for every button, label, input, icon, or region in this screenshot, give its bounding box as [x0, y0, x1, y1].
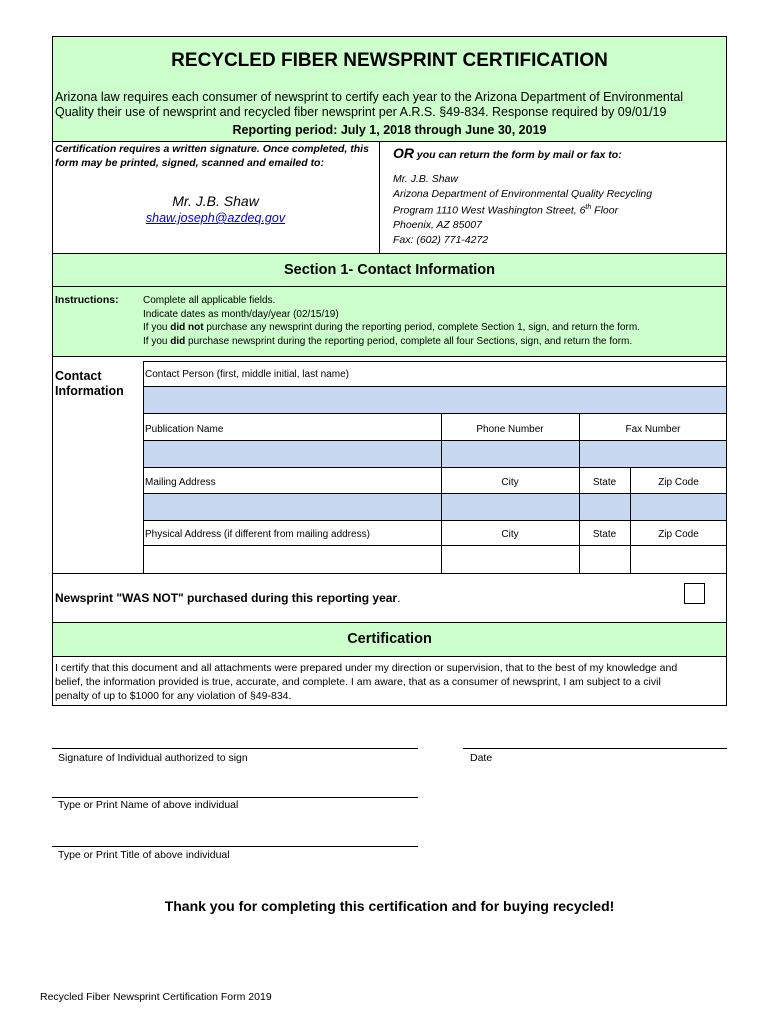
rule: [52, 286, 727, 287]
certification-line: belief, the information provided is true, accurate, and complete. I am aware, that as a consumer of newsprint, I am subject to a civil: [55, 676, 661, 688]
rule: [52, 573, 727, 574]
intro-text: [55, 90, 715, 120]
mail-line: Fax: (602) 771-4272: [393, 233, 489, 246]
phone-number-label: Phone Number: [476, 424, 544, 435]
instruction-line: [143, 335, 723, 349]
contact-label-line: Contact: [55, 369, 102, 383]
rule: [52, 253, 727, 254]
instructions-text: [143, 294, 723, 348]
certification-title: Certification: [347, 631, 432, 647]
physical-address-label: Physical Address (if different from mailing address): [145, 529, 370, 540]
rule: [143, 545, 727, 546]
print-name-label: Type or Print Name of above individual: [58, 799, 239, 811]
rule: [52, 622, 727, 623]
email-instructions: Certification requires a written signature. Once completed, this form may be printed, signed, scanned and emailed to:: [55, 143, 369, 169]
signature-label: Signature of Individual authorized to sign: [58, 752, 248, 764]
not-purchased-text: Newsprint "WAS NOT" purchased during this reporting year: [55, 591, 398, 605]
certification-text: [55, 661, 725, 703]
rule: [143, 361, 144, 573]
rule: [379, 141, 380, 253]
mailing-address-label: Mailing Address: [145, 477, 216, 488]
signature-line[interactable]: [52, 748, 418, 749]
instruction-text: If you: [143, 322, 171, 333]
instruction-text: If you: [143, 335, 171, 347]
date-label: Date: [470, 752, 493, 764]
rule: [441, 413, 442, 573]
intro-line: Quality their use of newsprint and recycled fiber newsprint per A.R.S. §49-834. Response required by 09/01/19: [55, 105, 667, 119]
mail-line-superscript: th: [585, 204, 592, 211]
mail-line: Arizona Department of Environmental Quality Recycling: [393, 187, 653, 200]
instruction-line: Indicate dates as month/day/year (02/15/19): [143, 308, 339, 320]
instruction-emphasis: did not: [170, 322, 204, 333]
physical-city-label: City: [501, 529, 519, 540]
contact-person-label: Contact Person (first, middle initial, last name): [145, 369, 349, 380]
instruction-emphasis: did: [170, 335, 186, 347]
physical-zip-label: Zip Code: [658, 529, 699, 540]
section1-title: Section 1- Contact Information: [283, 262, 496, 278]
print-title-line[interactable]: [52, 846, 418, 847]
rule: [143, 386, 727, 387]
or-text: you can return the form by mail or fax to:: [414, 149, 622, 161]
or-line: [393, 145, 622, 161]
rule: [52, 356, 727, 357]
thank-you-message: Thank you for completing this certification and for buying recycled!: [164, 898, 615, 914]
contact-name: Mr. J.B. Shaw: [172, 193, 259, 209]
print-title-label: Type or Print Title of above individual: [58, 849, 230, 861]
reporting-period: Reporting period: July 1, 2018 through June 30, 2019: [232, 123, 547, 137]
contact-label-line: Information: [55, 384, 124, 398]
rule: [143, 520, 727, 521]
mail-line-text: Floor: [591, 204, 619, 217]
rule: [52, 656, 727, 657]
intro-line: Arizona law requires each consumer of newsprint to certify each year to the Arizona Department of Environmental: [55, 90, 684, 104]
not-purchased-statement: [55, 591, 400, 605]
mailing-city-label: City: [501, 477, 519, 488]
mailing-state-label: State: [592, 477, 617, 488]
contact-email-link[interactable]: shaw.joseph@azdeq.gov: [145, 211, 286, 225]
mail-line: Mr. J.B. Shaw: [393, 173, 458, 185]
print-name-line[interactable]: [52, 797, 418, 798]
form-title: RECYCLED FIBER NEWSPRINT CERTIFICATION: [171, 50, 608, 71]
mail-line: Phoenix, AZ 85007: [393, 219, 482, 231]
not-purchased-checkbox[interactable]: [684, 583, 705, 604]
certification-line: I certify that this document and all attachments were prepared under my direction or supervision, that to the best of my knowledge and: [55, 662, 678, 674]
instruction-text: purchase newsprint during the reporting period, complete all four Sections, sign, and return the form.: [185, 335, 633, 347]
mail-line: [393, 201, 723, 218]
contact-information-label: [55, 369, 124, 399]
or-word: OR: [393, 145, 414, 161]
instructions-label: Instructions:: [55, 294, 119, 306]
physical-state-label: State: [592, 529, 617, 540]
mail-address: [393, 172, 723, 247]
instruction-line: [143, 321, 723, 335]
rule: [143, 413, 727, 414]
fax-number-label: Fax Number: [625, 424, 681, 435]
rule: [143, 361, 727, 362]
not-purchased-period: .: [397, 591, 401, 605]
form-footer: Recycled Fiber Newsprint Certification Form 2019: [40, 991, 272, 1003]
rule: [579, 413, 580, 573]
rule: [52, 141, 727, 142]
mail-line-text: Program 1110 West Washington Street, 6: [393, 204, 586, 217]
certification-line: penalty of up to $1000 for any violation of §49-834.: [55, 690, 292, 702]
rule: [143, 467, 727, 468]
instruction-line: Complete all applicable fields.: [143, 295, 276, 306]
rule: [143, 440, 727, 441]
date-line[interactable]: [463, 748, 727, 749]
instruction-text: purchase any newsprint during the reporting period, complete Section 1, sign, and return the form.: [203, 322, 640, 333]
rule: [143, 493, 727, 494]
mailing-zip-label: Zip Code: [658, 477, 699, 488]
publication-name-label: Publication Name: [145, 424, 224, 435]
